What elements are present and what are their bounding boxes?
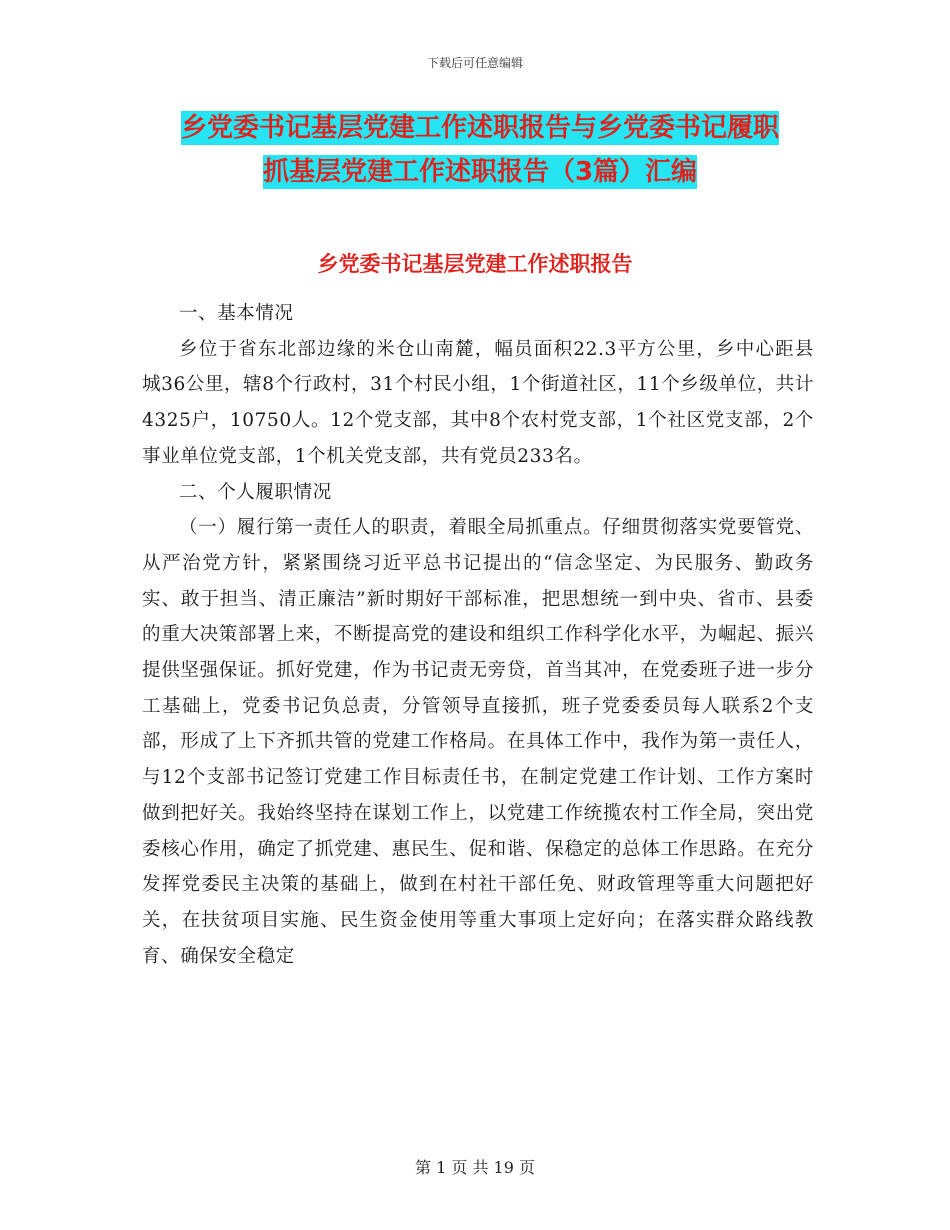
document-title-line-2: 抓基层党建工作述职报告（3篇）汇编: [262, 157, 698, 187]
heading-personal-duties: 二、个人履职情况: [179, 481, 332, 503]
section-title: 乡党委书记基层党建工作述职报告: [317, 252, 633, 276]
paragraph-basic-situation: 乡位于省东北部边缘的米仓山南麓，幅员面积22.3平方公里，乡中心距县城36公里，辖8个行政村，31个村民小组，1个街道社区，11个乡级单位，共计4325户，10750人。12个党支部，其中8个农村党支部，1个社区党支部，2个事业单位党支部，1个机关党支部，共有党员233名。: [142, 338, 814, 467]
heading-basic-situation: 一、基本情况: [179, 303, 294, 324]
document-title-line-1: 乡党委书记基层党建工作述职报告与乡党委书记履职: [180, 113, 779, 143]
document-title: [140, 106, 820, 194]
page-footer: 第 1 页 共 19 页: [415, 1158, 535, 1177]
document-body: [142, 296, 814, 974]
paragraph-personal-duties: （一）履行第一责任人的职责，着眼全局抓重点。仔细贯彻落实党要管党、从严治党方针，紧紧围绕习近平总书记提出的“信念坚定、为民服务、勤政务实、敢于担当、清正廉洁”新时期好干部标准，把思想统一到中央、省市、县委的重大决策部署上来，不断提高党的建设和组织工作科学化水平，为崛起、振兴提供坚强保证。抓好党建，作为书记责无旁贷，首当其冲，在党委班子进一步分工基础上，党委书记负总责，分管领导直接抓，班子党委委员每人联系2个支部，形成了上下齐抓共管的党建工作格局。在具体工作中，我作为第一责任人，与12个支部书记签订党建工作目标责任书，在制定党建工作计划、工作方案时做到把好关。我始终坚持在谋划工作上，以党建工作统揽农村工作全局，突出党委核心作用，确定了抓党建、惠民生、促和谐、保稳定的总体工作思路。在充分发挥党委民主决策的基础上，做到在村社干部任免、财政管理等重大问题把好关，在扶贫项目实施、民生资金使用等重大事项上定好向；在落实群众路线教育、确保安全稳定: [142, 517, 814, 967]
header-note: 下载后可任意编辑: [426, 56, 523, 70]
